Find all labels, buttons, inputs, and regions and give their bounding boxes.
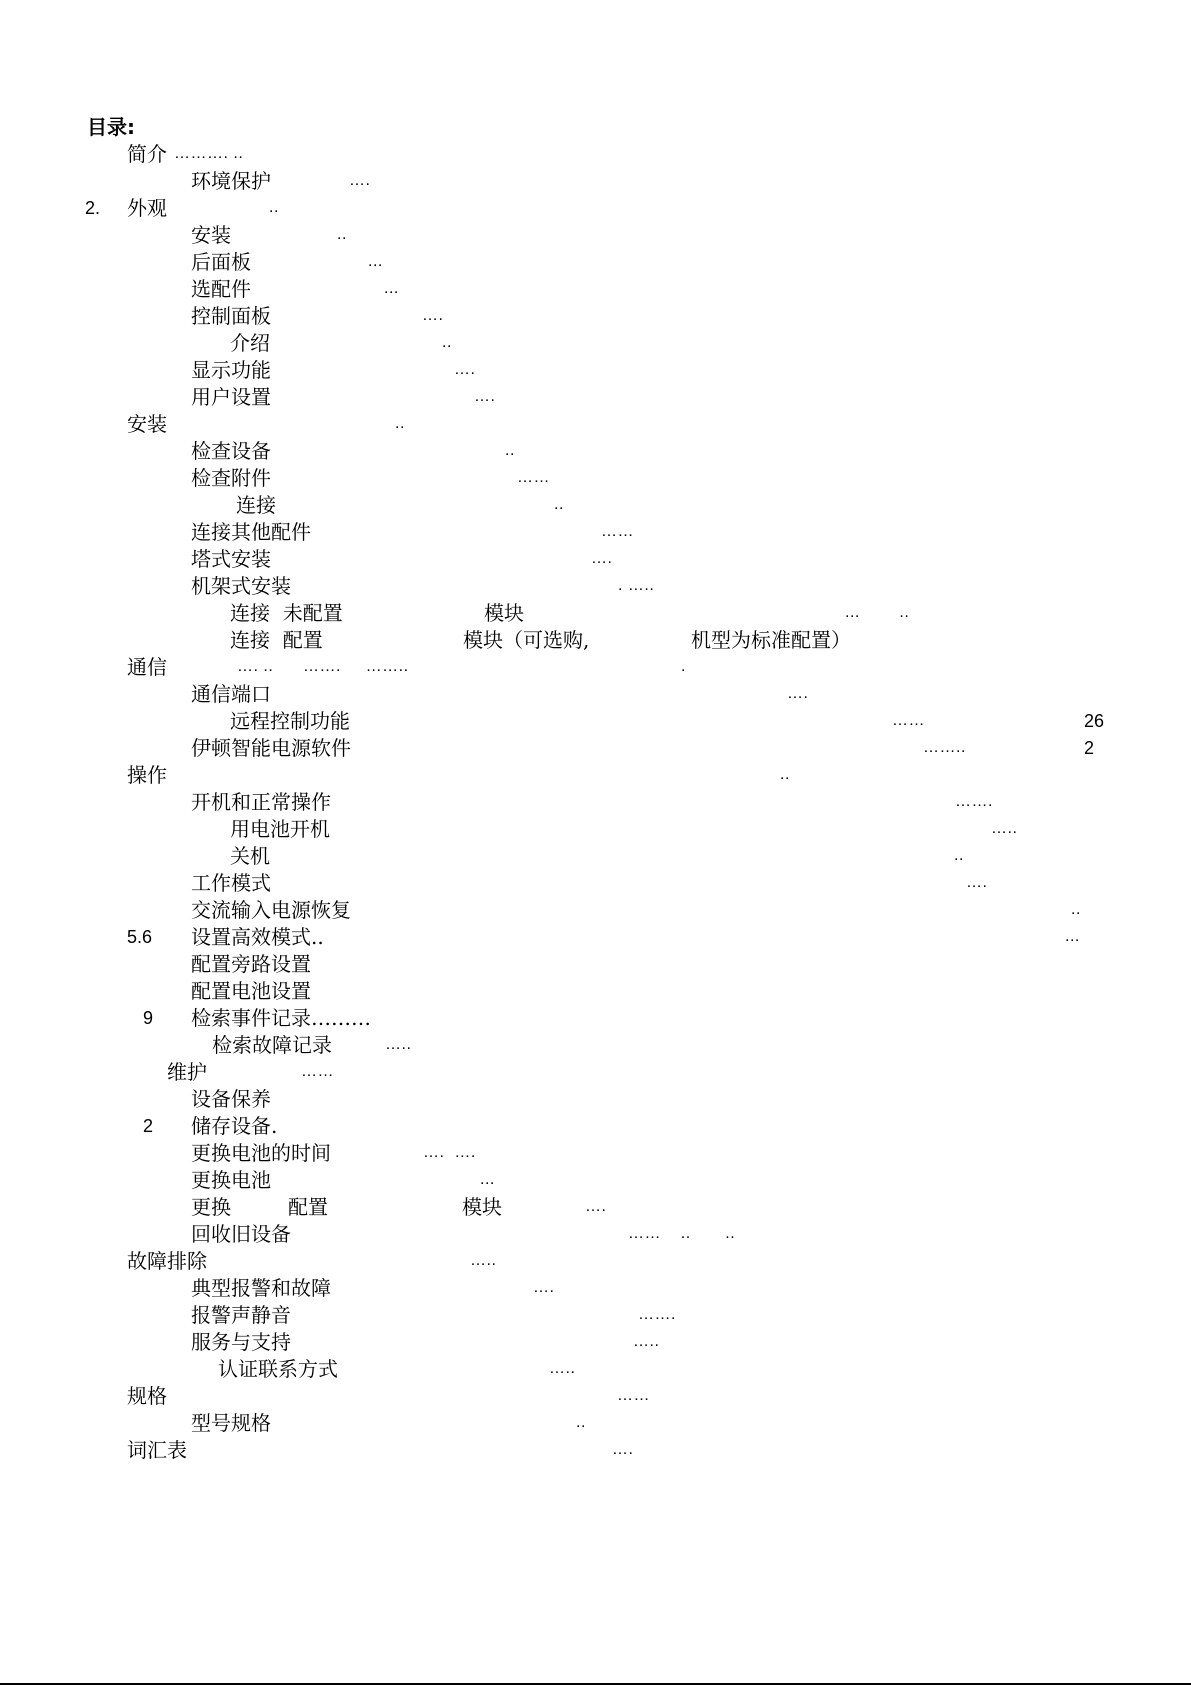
toc-entry-label: 安装 [127, 412, 167, 436]
toc-entry-leader: .. [554, 496, 564, 513]
toc-entry-leader: …. [591, 550, 613, 567]
toc-entry-label: 塔式安装 [191, 547, 271, 571]
toc-entry-label: 回收旧设备 [191, 1222, 291, 1246]
toc-entry[interactable] [0, 815, 1191, 843]
toc-entry-leader: .. [576, 1414, 586, 1431]
toc-entry[interactable] [0, 1139, 1191, 1167]
toc-entry-leader: ….. [633, 1333, 660, 1350]
toc-entry-leader: .. [442, 334, 452, 351]
toc-entry-number: 5.6 [127, 927, 153, 947]
toc-entry[interactable] [0, 1166, 1191, 1194]
toc-entry-label: 配置旁路设置 [191, 952, 311, 976]
toc-entry[interactable] [0, 653, 1191, 681]
toc-entry-label: 型号规格 [191, 1411, 271, 1435]
toc-entry-label: 机架式安装 [191, 574, 291, 598]
toc-entry-label: 规格 [127, 1384, 167, 1408]
toc-entry[interactable] [0, 977, 1191, 1005]
toc-entry-leader: .. [505, 442, 515, 459]
toc-entry-label-part: 配置 [288, 1195, 328, 1219]
toc-entry-leader: ….. [470, 1252, 497, 1269]
toc-entry-label: 检索事件记录……… [191, 1006, 371, 1030]
toc-entry[interactable] [0, 626, 1191, 654]
toc-entry-label: 安装 [191, 223, 231, 247]
toc-entry-page: 26 [1084, 711, 1105, 731]
toc-entry[interactable] [0, 1220, 1191, 1248]
toc-entry-label: 简介 [127, 142, 167, 166]
toc-entry-page: 2 [1084, 738, 1095, 758]
toc-entry[interactable] [0, 275, 1191, 303]
toc-entry[interactable] [0, 329, 1191, 357]
toc-entry-leader: …. [474, 388, 496, 405]
toc-entry[interactable] [0, 437, 1191, 465]
toc-entry-leader: …. [533, 1279, 555, 1296]
toc-entry-label: 储存设备. [191, 1114, 278, 1138]
toc-entry-label: 伊顿智能电源软件 [191, 736, 351, 760]
toc-entry-leader: …. [349, 172, 371, 189]
toc-entry-label: 用电池开机 [230, 817, 330, 841]
toc-entry-label: 报警声静音 [191, 1303, 291, 1327]
toc-entry-number: 2. [85, 198, 101, 218]
toc-entry-label: 环境保护 [191, 169, 271, 193]
toc-entry-label: 典型报警和故障 [191, 1276, 331, 1300]
toc-entry-leader: …. .. ……. …….. [237, 658, 409, 675]
toc-entry-leader: ………. .. [174, 145, 244, 162]
toc-entry-leader: …. [422, 307, 444, 324]
toc-entry-label-part: 模块（可选购, [463, 628, 590, 652]
toc-entry-leader: …… [301, 1063, 334, 1080]
toc-entry-label: 连接其他配件 [191, 520, 311, 544]
toc-entry-leader: .. [337, 226, 347, 243]
toc-entry-label-part: 机型为标准配置） [691, 628, 851, 652]
toc-entry-label: 工作模式 [191, 871, 271, 895]
toc-entry[interactable] [0, 1274, 1191, 1302]
toc-entry-label: 显示功能 [191, 358, 271, 382]
toc-entry[interactable] [0, 1247, 1191, 1275]
toc-entry-leader: …. [612, 1441, 634, 1458]
toc-entry[interactable] [0, 1085, 1191, 1113]
toc-entry-label: 后面板 [191, 250, 251, 274]
toc-entry[interactable] [0, 248, 1191, 276]
toc-entry-label-part: 模块 [462, 1195, 502, 1219]
toc-entry-number: 9 [143, 1008, 154, 1028]
toc-entry-label: 交流输入电源恢复 [191, 898, 351, 922]
toc-title: 目录: [87, 115, 135, 139]
toc-entry-label: 认证联系方式 [218, 1357, 338, 1381]
toc-entry-label: 外观 [127, 196, 167, 220]
toc-entry[interactable] [0, 1004, 1191, 1032]
toc-entry-label: 故障排除 [127, 1249, 207, 1273]
toc-entry[interactable] [0, 518, 1191, 546]
toc-entry-leader: ……. [955, 793, 993, 810]
toc-entry-leader: ….. [991, 820, 1018, 837]
toc-entry-leader: …… [601, 523, 634, 540]
toc-entry[interactable] [0, 1112, 1191, 1140]
toc-entry-label: 远程控制功能 [230, 709, 350, 733]
toc-entry-leader: …. [454, 361, 476, 378]
toc-entry-label: 更换电池的时间 [191, 1141, 331, 1165]
toc-entry-label: 连接 未配置 [230, 601, 343, 625]
toc-entry[interactable] [0, 842, 1191, 870]
toc-entry-leader: ... [480, 1171, 495, 1188]
toc-entry-leader: .. [780, 766, 790, 783]
toc-entry[interactable] [0, 680, 1191, 708]
toc-entry-label: 检查附件 [191, 466, 271, 490]
toc-entry[interactable] [0, 707, 1191, 735]
toc-entry-leader: ... [1065, 928, 1080, 945]
toc-entry-leader: …… [617, 1387, 650, 1404]
toc-entry[interactable] [0, 923, 1191, 951]
toc-entry-leader: .. [269, 199, 279, 216]
toc-entry[interactable] [0, 1058, 1191, 1086]
toc-entry-leader: …… [517, 469, 550, 486]
toc-entry-label: 开机和正常操作 [191, 790, 331, 814]
toc-entry[interactable] [0, 383, 1191, 411]
toc-entry[interactable] [0, 869, 1191, 897]
toc-entry-leader: …. [787, 685, 809, 702]
toc-entry-number: 2 [143, 1116, 154, 1136]
toc-entry[interactable] [0, 221, 1191, 249]
toc-entry[interactable] [0, 410, 1191, 438]
toc-entry-label: 介绍 [230, 331, 270, 355]
toc-entry-label: 更换 [191, 1195, 231, 1219]
toc-entry[interactable] [0, 572, 1191, 600]
toc-entry-leader: .. [1071, 901, 1081, 918]
toc-entry-label: 通信端口 [191, 682, 271, 706]
toc-entry[interactable] [0, 1436, 1191, 1464]
toc-entry[interactable] [0, 1328, 1191, 1356]
toc-entry-leader: …. [966, 874, 988, 891]
toc-entry[interactable] [0, 1355, 1191, 1383]
toc-entry-label: 连接 配置 [230, 628, 323, 652]
toc-entry[interactable] [0, 464, 1191, 492]
toc-entry[interactable] [0, 1301, 1191, 1329]
toc-entry-label: 用户设置 [191, 385, 271, 409]
toc-entry-label: 设置高效模式.. [191, 925, 324, 949]
toc-entry[interactable] [0, 599, 1191, 627]
toc-entry[interactable] [0, 950, 1191, 978]
toc-entry[interactable] [0, 302, 1191, 330]
toc-entry-label: 通信 [127, 655, 167, 679]
toc-entry-leader: .. [954, 847, 964, 864]
toc-entry-leader: ... .. [845, 604, 910, 621]
toc-entry[interactable] [0, 761, 1191, 789]
toc-entry-leader: …. …. [423, 1144, 476, 1161]
toc-entry[interactable] [0, 1409, 1191, 1437]
toc-entry[interactable] [0, 788, 1191, 816]
toc-entry[interactable] [0, 1193, 1191, 1221]
toc-entry-label-part: 模块 [484, 601, 524, 625]
toc-entry-label: 关机 [230, 844, 270, 868]
toc-entry[interactable] [0, 356, 1191, 384]
toc-entry-label: 操作 [127, 763, 167, 787]
toc-entry[interactable] [0, 194, 1191, 222]
toc-entry-leader: ... [368, 253, 383, 270]
toc-entry-leader: …….. [923, 739, 966, 756]
toc-entry-label: 控制面板 [191, 304, 271, 328]
toc-entry[interactable] [0, 734, 1191, 762]
toc-entry-label: 选配件 [191, 277, 251, 301]
toc-entry[interactable] [0, 140, 1191, 168]
toc-entry-label: 设备保养 [191, 1087, 271, 1111]
toc-entry-label: 配置电池设置 [191, 979, 311, 1003]
toc-entry-label: 服务与支持 [191, 1330, 291, 1354]
toc-entry-leader: ……. [638, 1306, 676, 1323]
toc-entry-leader: …. [585, 1198, 607, 1215]
toc-entry-label: 检查设备 [191, 439, 271, 463]
toc-entry[interactable] [0, 896, 1191, 924]
toc-entry[interactable] [0, 1382, 1191, 1410]
toc-entry-label: 检索故障记录 [212, 1033, 332, 1057]
toc-entry-leader: …… .. .. [628, 1225, 736, 1242]
toc-entry-leader: ….. [385, 1036, 412, 1053]
toc-entry[interactable] [0, 491, 1191, 519]
toc-entry[interactable] [0, 1031, 1191, 1059]
toc-entry-leader: . [681, 658, 686, 675]
toc-entry-leader: .. [395, 415, 405, 432]
toc-entry-leader: . ….. [618, 577, 655, 594]
toc-entry-label: 更换电池 [191, 1168, 271, 1192]
toc-entry-label: 词汇表 [127, 1438, 187, 1462]
toc-entry-label: 连接 [236, 493, 276, 517]
toc-entry-leader: ... [384, 280, 399, 297]
toc-entry-label: 维护 [167, 1060, 207, 1084]
toc-entry[interactable] [0, 167, 1191, 195]
toc-entry-leader: …… [892, 712, 925, 729]
toc-entry-leader: ….. [549, 1360, 576, 1377]
toc-entry[interactable] [0, 545, 1191, 573]
